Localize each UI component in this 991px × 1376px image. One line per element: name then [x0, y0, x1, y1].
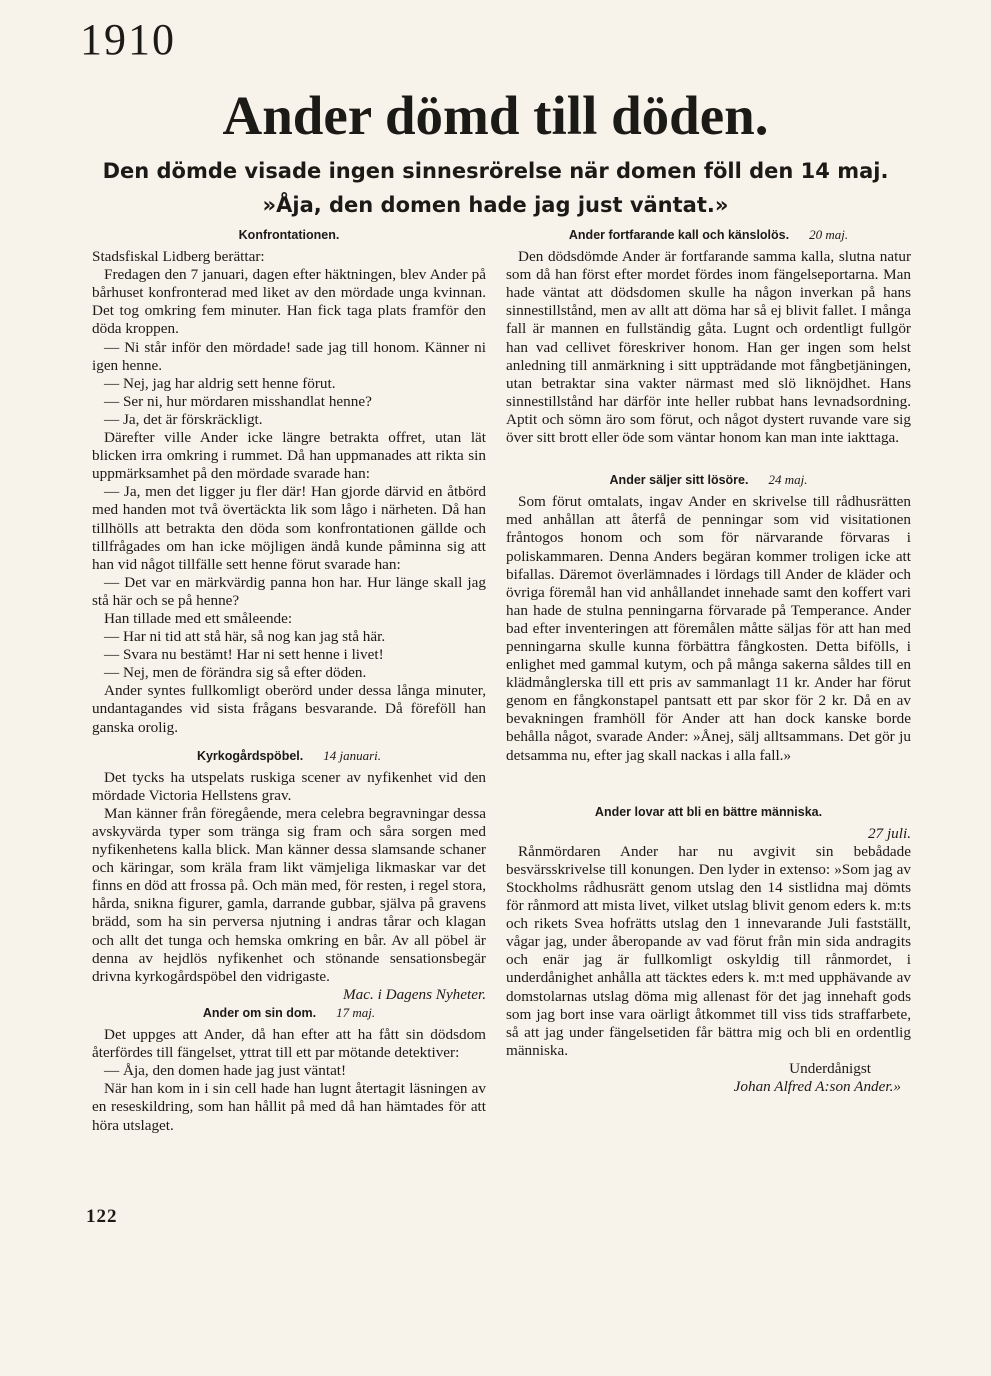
page-number: 122 [86, 1206, 118, 1227]
section-date: 17 maj. [336, 1004, 376, 1020]
section-date: 20 maj. [809, 227, 849, 242]
section-date: 14 januari. [323, 747, 382, 763]
paragraph: Som förut omtalats, ingav Ander en skrivelse till rådhusrätten med anhållan att återfå de penningar som vid visitationen fråntogos honom och som för närvarande förvaras i poliskammaren. Denna Anders begäran kommer troligen icke att bifallas. Däremot överlämnades i lördags till Ander de kläder och övriga föremål han vid anhållandet innehade samt den koffert vari han hade de stulna penningarna förvarade på Temperance. Ander bad efter inventeringen att föremålen måtte säljas för att han med penningarna skulle kunna förbättra fångkosten. Detta bifölls, i enlighet med gammal kutym, och på många sakerna såldes till en klädmånglerska till ett pris av sammanlagt 11 kr. Ander har förut genom en fångkonstapel pantsatt ett par skor för 2 kr. Då en av bevakningen framhöll för Ander att han dock kanske borde behålla något, svarade Ander: »Ånej, sälj alltsammans. Det gör ju detsamma nu, efter jag skall nackas i alla fall.» [506, 493, 911, 764]
subhead-line-2: »Åja, den domen hade jag just väntat.» [262, 193, 729, 217]
paragraph: — Åja, den domen hade jag just väntat! [104, 1062, 347, 1080]
section-title-konfrontationen: Konfrontationen. [238, 228, 340, 242]
paragraph: När han kom in i sin cell hade han lugnt återtagit läsningen av en reseskildring, som han hållit på med då han hämtades för att höra utslaget. [92, 1080, 486, 1134]
paragraph: Det uppges att Ander, då han efter att ha fått sin dödsdom återfördes till fängelset, yttrat till ett par mötande detektiver: [92, 1026, 486, 1062]
byline: Mac. i Dagens Nyheter. [343, 985, 486, 1003]
paragraph: — Ja, men det ligger ju fler där! Han gjorde därvid en åtbörd med handen mot två övertäckta lik som lågo i närheten. Då han tillhölls att betrakta den döda som konfrontationen gällde och tillfrågades om han icke möjligen ändå kunde påminna sig att han vid något tillfälle sett henne förut svarade han: [92, 483, 486, 573]
paragraph: — Nej, jag har aldrig sett henne förut. [104, 374, 336, 392]
paragraph: — Svara nu bestämt! Har ni sett henne i livet! [104, 646, 384, 664]
closing-salutation: Underdånigst [789, 1059, 871, 1077]
page-subheadline [60, 154, 931, 222]
paragraph: Man känner från föregående, mera celebra begravningar dessa avskyvärda typer som tränga sig fram och såra sorgen med nyfikenhetens kalla blick. Man känner dessa slamsande schaner och käringar, som kräla fram likt vämjeliga likmaskar var det finns en död att frossa på. Och män med, för resten, i regel stora, hårda, snikna figurer, gamla, darrande gubbar, själva på gravens brädd, som ha sin perversa njutning i andras tårar och klagan och allt det tunga och hemska omkring en bår. Av all pöbel är denna av hejdlös nyfikenhet och stönande sensationsbegär drivna kyrkogårdspöbel den vidrigaste. [92, 804, 486, 985]
page-headline: Ander dömd till döden. [222, 85, 769, 146]
paragraph: Det tycks ha utspelats ruskiga scener av nyfikenhet vid den mördade Victoria Hellstens grav. [92, 768, 486, 804]
section-date: 24 maj. [768, 472, 808, 488]
section-title-kyrkogardspobel: Kyrkogårdspöbel. 14 januari. [196, 747, 382, 763]
section-title-ander-om-sin-dom: Ander om sin dom. 17 maj. [202, 1004, 376, 1020]
section-title-kall-och-kanslolos: Ander fortfarande kall och känslolös. 20 maj. [568, 227, 849, 242]
paragraph: Den dödsdömde Ander är fortfarande samma kalla, slutna natur som då han först efter mordet fördes inom fängelseportarna. Man hade väntat att dödsdomen skulle ha någon inverkan på hans sinnestillstånd, men av allt att döma har så ej blivit fallet. I många fall är mannen en fullständig gåta. Lugnt och ordentligt fullgör han vad cellivet föreskriver honom. Han ger ingen som helst anledning till anmärkning i sitt uppträdande mot fångbetjäningen, utan betraktar sina vakter närmast med slö liknöjdhet. Hans sinnestillstånd har därför inte heller rubbat hans levnadsordning. Aptit och sömn äro som förut, och något dystert ruvande vare sig över sitt brott eller öde som väntar honom kan man inte iakttaga. [506, 248, 911, 447]
paragraph: — Det var en märkvärdig panna hon har. Hur länge skall jag stå här och se på henne? [92, 573, 486, 609]
paragraph: — Ja, det är förskräckligt. [104, 410, 263, 428]
paragraph: Ander syntes fullkomligt oberörd under dessa långa minuter, undantagandes vid sista frågans besvarande. Då föreföll han ganska orolig. [92, 682, 486, 736]
left-column [92, 226, 486, 1135]
right-column [506, 226, 911, 1096]
section-title-battre-manniska: Ander lovar att bli en bättre människa. [594, 804, 823, 819]
paragraph: Fredagen den 7 januari, dagen efter häktningen, blev Ander på bårhuset konfronterad med liket av den mördade unga kvinnan. Det tog omkring fem minuter. Han fick taga plats framför den döda kroppen. [92, 266, 486, 338]
paragraph: — Nej, men de förändra sig så efter döden. [104, 664, 367, 682]
paragraph: — Ser ni, hur mördaren misshandlat henne? [104, 392, 372, 410]
paragraph: — Har ni tid att stå här, så nog kan jag stå här. [104, 628, 386, 646]
paragraph: Rånmördaren Ander har nu avgivit sin bebådade besvärsskrivelse till konungen. Den lyder in extenso: »Som jag av Stockholms rådhusrätt genom utslag den 14 sistlidna maj dömts för rånmord att mista livet, vilket utslag blivit genom eders k. m:ts och rikets Svea hofrätts utslag den 1 innevarande Juli fastställt, vågar jag, under åberopande av vad förut från min sida andragits och enär jag är fullkomligt oskyldig till rånmordet, i underdånighet anhålla att täcktes eders k. m:t med upphävande av domstolarnas utslag döma mig allenast för det jag innehaft gods som jag bort inse vara oärligt åtkommet till viss tids straffarbete, så att jag under fängelsetiden får bättra mig och bli en ordentlig människa. [506, 842, 911, 1059]
paragraph: Han tillade med ett småleende: [104, 609, 293, 627]
paragraph: Därefter ville Ander icke längre betrakta offret, utan lät blicken irra omkring i rummet. Då han uppmanades att rikta sin uppmärksamhet på den mördade svarade han: [92, 429, 486, 483]
subhead-line-1: Den dömde visade ingen sinnesrörelse när domen föll den 14 maj. [102, 159, 889, 183]
section-date: 27 juli. [867, 824, 911, 842]
year-heading: 1910 [80, 15, 176, 64]
section-title-saljer-lsore: Ander säljer sitt lösöre. 24 maj. [609, 472, 808, 488]
paragraph: Stadsfiskal Lidberg berättar: [92, 248, 265, 266]
paragraph: — Ni står inför den mördade! sade jag till honom. Känner ni igen henne. [92, 338, 486, 374]
signature-name: Johan Alfred A:son Ander.» [733, 1078, 901, 1096]
